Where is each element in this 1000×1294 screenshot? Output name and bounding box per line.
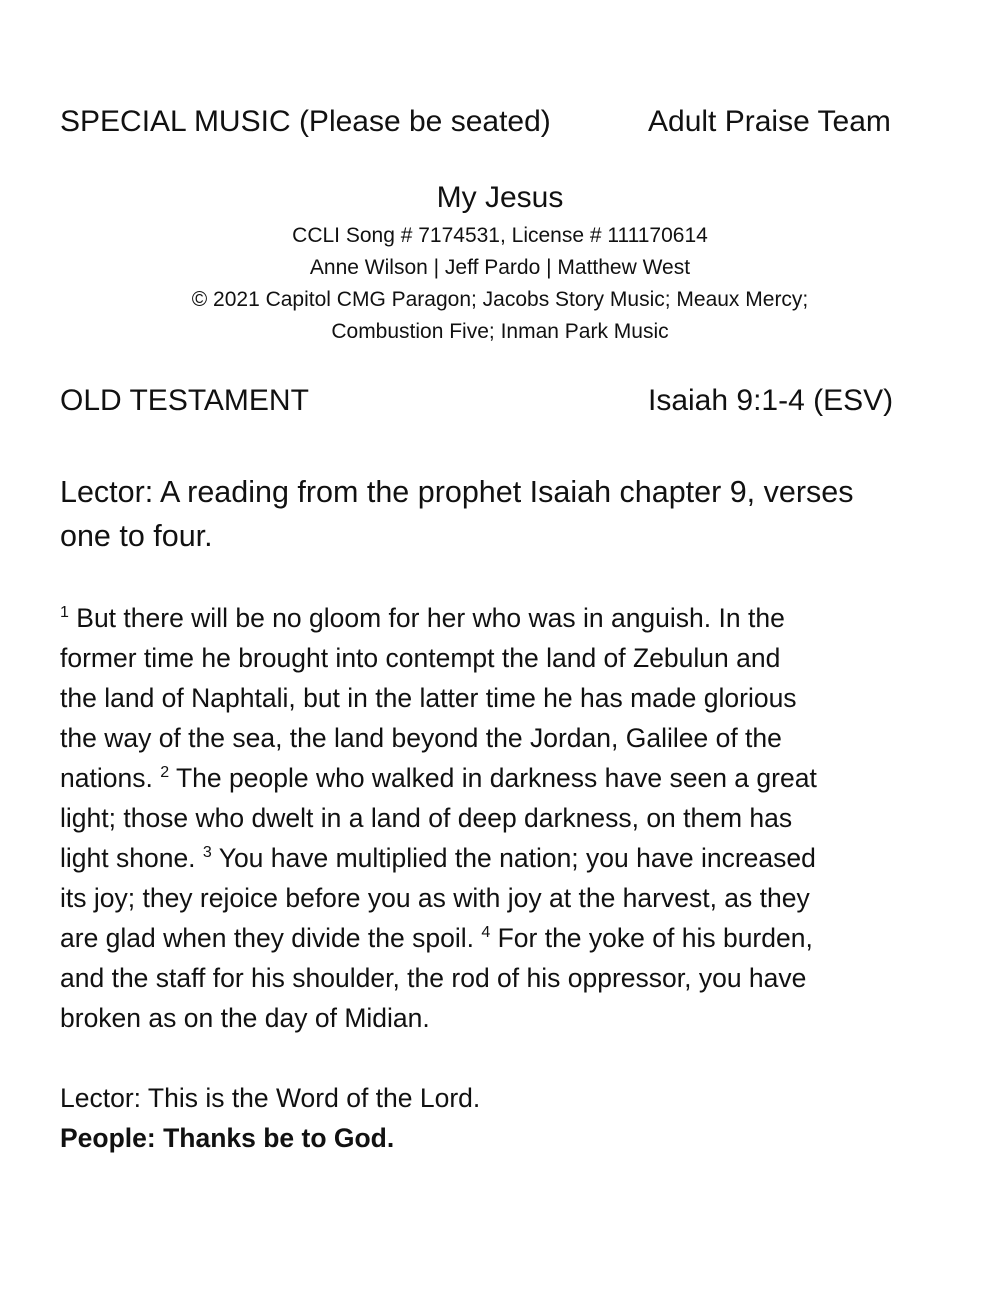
reading-line [60,838,940,878]
reading-text: But there will be no gloom for her who was in anguish. In the [68,603,785,633]
reading-text: light shone. [60,843,203,873]
verse-number: 4 [481,924,491,941]
lector-intro-line-2: one to four. [60,519,213,553]
verse-number: 1 [60,604,69,621]
reading-line [60,598,940,638]
special-music-label: SPECIAL MUSIC (Please be seated) [60,105,551,138]
reading-text: The people who walked in darkness have seen a great [169,763,817,793]
copyright-line-1: © 2021 Capitol CMG Paragon; Jacobs Story Music; Meaux Mercy; [191,288,809,311]
people-response: People: Thanks be to God. [60,1123,395,1153]
reading-text: For the yoke of his burden, [490,923,813,953]
lector-intro-line-1: Lector: A reading from the prophet Isaiah chapter 9, verses [60,475,854,509]
lector-intro [60,470,950,558]
verse-number: 2 [160,764,170,781]
reading-line [60,758,940,798]
scripture-reference: Isaiah 9:1-4 (ESV) [648,384,894,417]
reading-text: You have multiplied the nation; you have increased [211,843,816,873]
reading-line: broken as on the day of Midian. [60,1003,430,1033]
reading-line [60,918,940,958]
song-credits [0,220,1000,348]
reading-line: its joy; they rejoice before you as with joy at the harvest, as they [60,883,810,913]
reading-text: are glad when they divide the spoil. [60,923,482,953]
ccli-line: CCLI Song # 7174531, License # 111170614 [292,224,708,247]
special-music-performer: Adult Praise Team [648,105,891,138]
verse-number: 3 [202,844,212,861]
copyright-line-2: Combustion Five; Inman Park Music [331,320,669,343]
reading-text: nations. [60,763,161,793]
lector-response: Lector: This is the Word of the Lord. [60,1083,481,1113]
scripture-reading [60,598,940,1038]
reading-line: and the staff for his shoulder, the rod of his oppressor, you have [60,963,807,993]
reading-line: former time he brought into contempt the land of Zebulun and [60,643,781,673]
reading-line: light; those who dwelt in a land of deep darkness, on them has [60,803,793,833]
reading-line: the way of the sea, the land beyond the Jordan, Galilee of the [60,723,782,753]
old-testament-label: OLD TESTAMENT [60,384,309,417]
song-title: My Jesus [436,181,564,214]
reading-line: the land of Naphtali, but in the latter time he has made glorious [60,683,797,713]
authors-line: Anne Wilson | Jeff Pardo | Matthew West [309,256,691,279]
